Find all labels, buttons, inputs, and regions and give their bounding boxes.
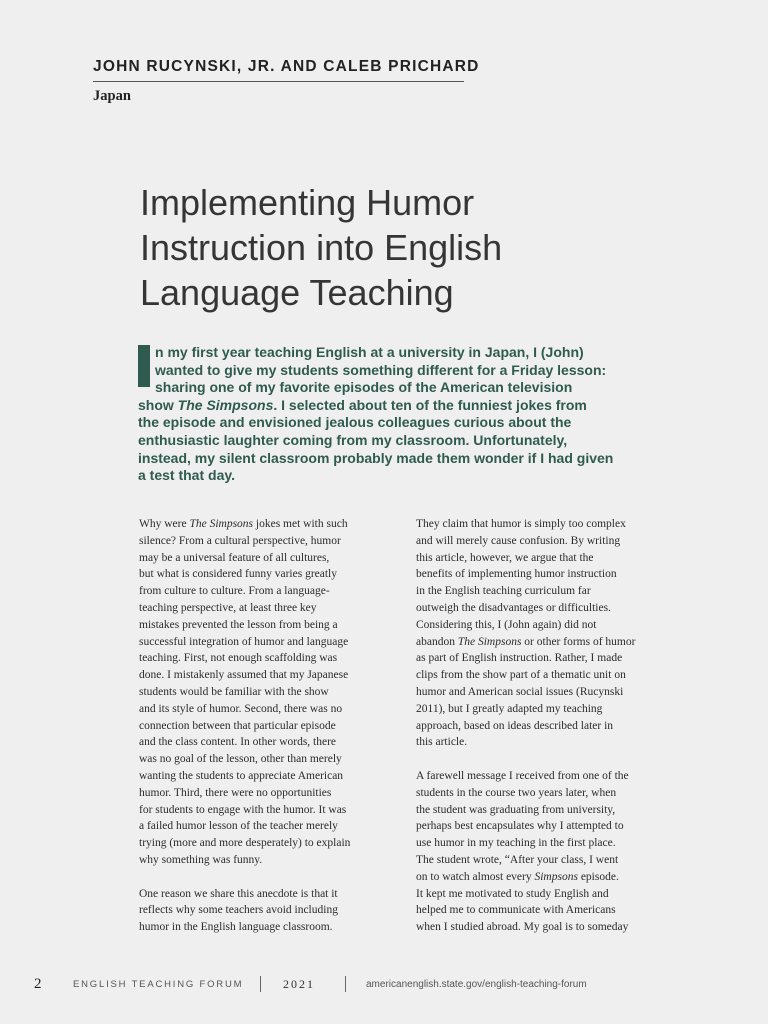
body-line: for students to engage with the humor. It was bbox=[139, 803, 347, 816]
body-line: the student was graduating from university, bbox=[416, 803, 616, 816]
lead-line: the episode and envisioned jealous colleagues curious about the bbox=[138, 414, 572, 431]
body-text: abandon bbox=[416, 635, 458, 648]
body-line: helped me to communicate with Americans bbox=[416, 904, 616, 917]
body-line: clips from the show part of a thematic unit on bbox=[416, 669, 626, 682]
body-line: They claim that humor is simply too complex bbox=[416, 518, 626, 530]
body-line: It kept me motivated to study English and bbox=[416, 887, 609, 900]
body-line: outweigh the disadvantages or difficulties. bbox=[416, 601, 611, 614]
lead-text: show bbox=[138, 396, 178, 413]
body-line bbox=[416, 634, 680, 651]
lead-paragraph bbox=[138, 344, 678, 485]
body-line: reflects why some teachers avoid including bbox=[139, 904, 338, 917]
body-line: was no goal of the lesson, other than merely bbox=[139, 753, 342, 766]
paragraph-gap bbox=[416, 751, 680, 768]
body-line: and will merely cause confusion. By writing bbox=[416, 534, 621, 547]
publication-year: 2021 bbox=[283, 977, 315, 991]
body-line: humor and American social issues (Rucynski bbox=[416, 685, 624, 698]
body-line: humor in the English language classroom. bbox=[139, 921, 333, 934]
body-line bbox=[416, 869, 680, 886]
body-column-left bbox=[139, 516, 403, 936]
body-line: and its style of humor. Second, there was no bbox=[139, 702, 343, 715]
body-line: when I studied abroad. My goal is to someday bbox=[416, 921, 629, 934]
lead-line: instead, my silent classroom probably made them wonder if I had given bbox=[138, 449, 614, 466]
body-show-title: The Simpsons bbox=[189, 518, 254, 530]
body-text: jokes met with such bbox=[253, 518, 348, 530]
body-line: trying (more and more desperately) to explain bbox=[139, 837, 351, 850]
lead-line: n my first year teaching English at a university in Japan, I (John) bbox=[155, 344, 584, 360]
publication-name: ENGLISH TEACHING FORUM bbox=[73, 979, 244, 990]
body-show-title: Simpsons bbox=[534, 870, 578, 883]
body-line: students would be familiar with the show bbox=[139, 685, 329, 698]
body-line: but what is considered funny varies greatly bbox=[139, 568, 337, 581]
lead-text: . I selected about ten of the funniest jokes from bbox=[273, 396, 587, 413]
paragraph-gap bbox=[139, 869, 403, 886]
body-line: students in the course two years later, when bbox=[416, 786, 617, 799]
author-country: Japan bbox=[93, 88, 131, 104]
body-line: mistakes prevented the lesson from being a bbox=[139, 618, 338, 631]
body-line: as part of English instruction. Rather, I made bbox=[416, 652, 623, 665]
body-text: episode. bbox=[577, 870, 619, 883]
body-column-right bbox=[416, 516, 680, 936]
body-line: from culture to culture. From a language- bbox=[139, 585, 330, 598]
body-line: teaching perspective, at least three key bbox=[139, 601, 317, 614]
lead-line: sharing one of my favorite episodes of the American television bbox=[155, 379, 573, 396]
page-footer bbox=[0, 976, 768, 996]
footer-divider bbox=[260, 976, 261, 992]
body-line: Considering this, I (John again) did not bbox=[416, 618, 597, 631]
title-line: Language Teaching bbox=[140, 272, 454, 313]
lead-line: wanted to give my students something different for a Friday lesson: bbox=[155, 361, 607, 378]
footer-divider bbox=[345, 976, 346, 992]
body-line: silence? From a cultural perspective, humor bbox=[139, 534, 341, 547]
body-line: successful integration of humor and language bbox=[139, 635, 349, 648]
body-line: One reason we share this anecdote is that it bbox=[139, 887, 338, 900]
body-line: connection between that particular episode bbox=[139, 719, 336, 732]
lead-line bbox=[138, 397, 678, 415]
body-line: use humor in my teaching in the first place. bbox=[416, 837, 616, 850]
lead-line: enthusiastic laughter coming from my classroom. Unfortunately, bbox=[138, 431, 568, 448]
author-rule bbox=[93, 81, 464, 82]
body-line: humor. Third, there were no opportunities bbox=[139, 786, 332, 799]
body-line: teaching. First, not enough scaffolding was bbox=[139, 652, 338, 665]
body-line: wanting the students to appreciate American bbox=[139, 769, 344, 782]
body-line: why something was funny. bbox=[139, 853, 263, 866]
body-line: in the English teaching curriculum far bbox=[416, 585, 591, 598]
page-number: 2 bbox=[34, 976, 42, 992]
title-line: Instruction into English bbox=[140, 227, 503, 268]
body-line: A farewell message I received from one of the bbox=[416, 769, 629, 782]
title-line: Implementing Humor bbox=[140, 182, 475, 223]
body-line: and the class content. In other words, there bbox=[139, 736, 337, 749]
body-line: done. I mistakenly assumed that my Japanese bbox=[139, 669, 349, 682]
body-text: on to watch almost every bbox=[416, 870, 535, 883]
body-line: may be a universal feature of all cultures, bbox=[139, 551, 330, 564]
body-line bbox=[139, 516, 403, 533]
body-line: this article. bbox=[416, 736, 468, 749]
body-show-title: The Simpsons bbox=[457, 635, 522, 648]
body-line: a failed humor lesson of the teacher merely bbox=[139, 820, 338, 833]
lead-line: a test that day. bbox=[138, 467, 235, 484]
body-line: this article, however, we argue that the bbox=[416, 551, 594, 564]
body-line: benefits of implementing humor instruction bbox=[416, 568, 617, 581]
body-line: approach, based on ideas described later in bbox=[416, 719, 614, 732]
article-title bbox=[140, 180, 700, 315]
body-text: or other forms of humor bbox=[521, 635, 636, 648]
footer-url: americanenglish.state.gov/english-teaching-forum bbox=[366, 979, 587, 990]
body-line: perhaps best encapsulates why I attempted to bbox=[416, 820, 624, 833]
author-names: JOHN RUCYNSKI, JR. AND CALEB PRICHARD bbox=[93, 58, 480, 75]
body-line: 2011), but I greatly adapted my teaching bbox=[416, 702, 603, 715]
body-text: Why were bbox=[139, 518, 190, 530]
lead-show-title: The Simpsons bbox=[177, 396, 274, 413]
body-line: The student wrote, “After your class, I went bbox=[416, 853, 619, 866]
